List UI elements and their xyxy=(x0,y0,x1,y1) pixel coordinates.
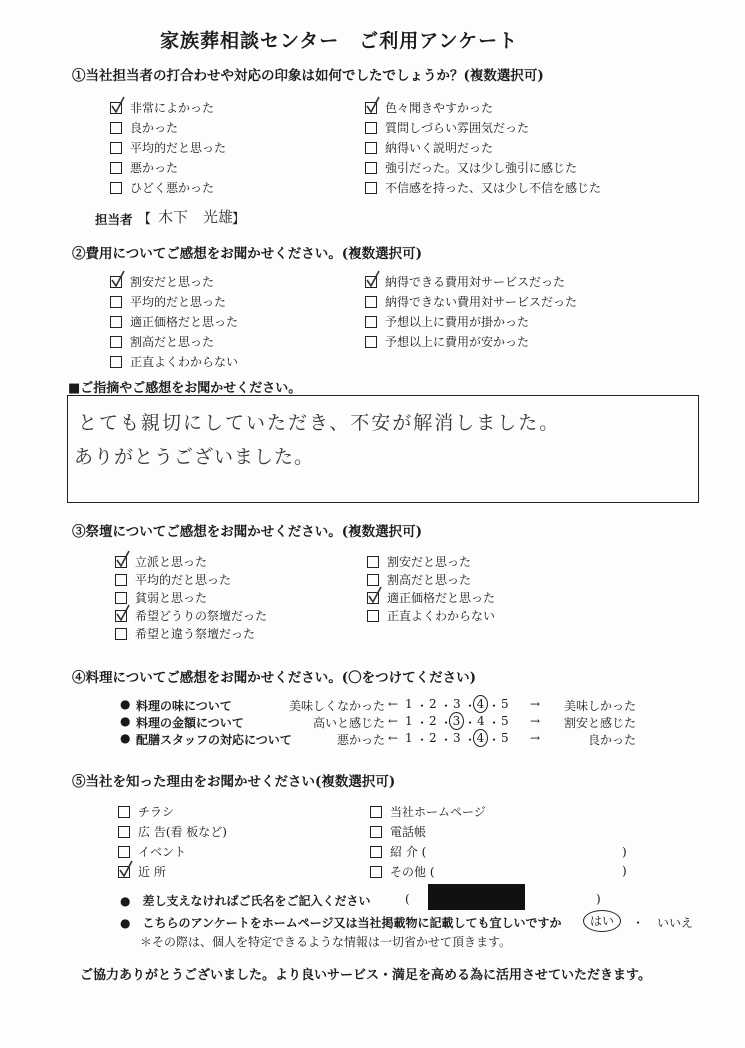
checkbox-option[interactable] xyxy=(118,823,227,840)
checkbox-option[interactable] xyxy=(365,293,577,310)
option-label: 色々聞きやすかった xyxy=(385,101,494,115)
checkbox-option[interactable] xyxy=(110,159,178,176)
option-label: 納得いく説明だった xyxy=(385,141,494,155)
rating-arrow-right: → xyxy=(530,731,541,745)
question-1-label: ①当社担当者の打合わせや対応の印象は如何でしたでしょうか？(複数選択可) xyxy=(72,68,544,84)
rating-selected-circle[interactable]: 4 xyxy=(473,729,488,747)
option-label: 予想以上に費用が掛かった xyxy=(385,315,530,329)
rating-arrow-right: → xyxy=(530,697,541,711)
checkbox-option[interactable] xyxy=(110,353,238,370)
rating-dot: ・ xyxy=(416,716,429,730)
checkbox-option[interactable] xyxy=(118,803,174,820)
checkbox-icon[interactable] xyxy=(110,122,122,134)
staff-name: 木下 光雄 xyxy=(158,208,234,226)
checkbox-icon[interactable] xyxy=(115,628,127,640)
rating-item-label: 料理の味について xyxy=(136,699,232,713)
checkbox-icon[interactable] xyxy=(110,182,122,194)
rating-item-label: 配膳スタッフの対応について xyxy=(136,733,292,747)
checkbox-option[interactable] xyxy=(365,139,493,156)
rating-dot: ・ xyxy=(440,733,453,747)
option-label: 希望どうりの祭壇だった xyxy=(135,609,268,623)
thanks-message: ご協力ありがとうございました。より良いサービス・満足を高める為に活用させていただきます。 xyxy=(80,968,651,983)
checkmark-icon xyxy=(109,269,127,289)
checkbox-icon[interactable] xyxy=(110,142,122,154)
checkbox-option[interactable] xyxy=(365,159,577,176)
rating-dot: ・ xyxy=(440,716,453,730)
option-label: 紹 介 ( xyxy=(390,845,427,859)
rating-number-2[interactable]: 2 xyxy=(429,714,437,728)
rating-dot: ・ xyxy=(464,699,477,713)
survey-title: 家族葬相談センター ご利用アンケート xyxy=(160,30,519,52)
checkbox-option[interactable] xyxy=(110,139,226,156)
option-label: 不信感を持った、又は少し不信を感じた xyxy=(385,181,602,195)
option-label: 非常によかった xyxy=(130,101,215,115)
checkbox-option[interactable] xyxy=(118,843,186,860)
staff-label: 担当者 xyxy=(95,212,133,227)
option-label: 平均的だと思った xyxy=(130,295,227,309)
rating-number-1[interactable]: 1 xyxy=(405,731,413,745)
checkbox-icon[interactable] xyxy=(365,122,377,134)
redacted-name xyxy=(428,884,525,910)
checkbox-icon[interactable] xyxy=(365,296,377,308)
rating-selected-circle[interactable]: 4 xyxy=(473,695,488,713)
checkbox-icon[interactable] xyxy=(370,866,382,878)
option-label: 適正価格だと思った xyxy=(130,315,239,329)
option-label: 電話帳 xyxy=(390,825,427,839)
checkbox-icon[interactable] xyxy=(110,336,122,348)
checkmark-icon xyxy=(114,549,132,569)
checkbox-option[interactable] xyxy=(115,553,207,570)
checkbox-option[interactable] xyxy=(367,607,495,624)
rating-low-label: 美味しくなかった xyxy=(288,699,385,713)
checkbox-icon[interactable] xyxy=(370,806,382,818)
rating-number-1[interactable]: 1 xyxy=(405,697,413,711)
checkbox-option[interactable] xyxy=(367,553,471,570)
publish-yes-option[interactable]: はい xyxy=(583,910,621,932)
name-prompt: ● 差し支えなければご氏名をご記入ください xyxy=(120,894,371,908)
rating-number-3[interactable]: 3 xyxy=(453,697,461,711)
option-label: 割安だと思った xyxy=(130,275,215,289)
rating-dot: ・ xyxy=(488,716,501,730)
rating-arrow-left: ← xyxy=(388,731,399,745)
checkmark-icon xyxy=(109,95,127,115)
checkbox-option[interactable] xyxy=(110,333,214,350)
checked-box-icon[interactable] xyxy=(365,276,377,288)
rating-number-5[interactable]: 5 xyxy=(501,714,509,728)
question-2-label: ②費用についてご感想をお聞かせください。(複数選択可) xyxy=(72,246,423,262)
comments-line-1: とても親切にしていただき、不安が解消しました。 xyxy=(78,412,561,434)
checkbox-option[interactable] xyxy=(370,843,426,860)
question-5-label: ⑤当社を知った理由をお聞かせください(複数選択可) xyxy=(72,774,396,790)
rating-high-label: 良かった xyxy=(587,733,636,747)
rating-number-4[interactable]: 4 xyxy=(477,714,485,728)
comments-line-2: ありがとうございました。 xyxy=(74,446,315,468)
checkbox-icon[interactable] xyxy=(365,142,377,154)
rating-dot: ・ xyxy=(440,699,453,713)
rating-item-label: 料理の金額について xyxy=(136,716,244,730)
rating-bullet: ● xyxy=(120,731,131,745)
option-label: ひどく悪かった xyxy=(130,181,215,195)
checkbox-option[interactable] xyxy=(118,863,166,880)
rating-dot: ・ xyxy=(416,733,429,747)
rating-high-label: 割安と感じた xyxy=(563,716,636,730)
checkbox-option[interactable] xyxy=(110,99,214,116)
rating-high-label: 美味しかった xyxy=(563,699,636,713)
checkbox-option[interactable] xyxy=(110,119,178,136)
option-label: イベント xyxy=(138,845,187,859)
other-close-paren: ) xyxy=(622,864,627,878)
rating-low-label: 悪かった xyxy=(336,733,385,747)
option-label: 近 所 xyxy=(138,865,166,879)
checkbox-icon[interactable] xyxy=(365,316,377,328)
option-label: 割高だと思った xyxy=(387,573,472,587)
rating-dot: ・ xyxy=(488,733,501,747)
rating-low-label: 高いと感じた xyxy=(312,716,385,730)
checkbox-option[interactable] xyxy=(370,863,435,880)
checkmark-icon xyxy=(364,95,382,115)
option-label: 正直よくわからない xyxy=(130,355,239,369)
checkbox-icon[interactable] xyxy=(110,316,122,328)
checkbox-icon[interactable] xyxy=(115,574,127,586)
checked-box-icon[interactable] xyxy=(115,556,127,568)
option-label: その他 ( xyxy=(390,865,435,879)
question-4-label: ④料理についてご感想をお聞かせください。(〇をつけてください) xyxy=(72,670,477,686)
checkbox-option[interactable] xyxy=(367,589,495,606)
option-label: チラシ xyxy=(138,805,175,819)
rating-number-2[interactable]: 2 xyxy=(429,731,437,745)
rating-number-2[interactable]: 2 xyxy=(429,697,437,711)
rating-arrow-left: ← xyxy=(388,714,399,728)
option-label: 納得できない費用対サービスだった xyxy=(385,295,578,309)
staff-bracket-close: 】 xyxy=(232,212,246,227)
privacy-note: ＊その際は、個人を特定できるような情報は一切省かせて頂きます。 xyxy=(140,935,512,949)
option-label: 納得できる費用対サービスだった xyxy=(385,275,566,289)
checkbox-option[interactable] xyxy=(115,571,231,588)
checkbox-icon[interactable] xyxy=(365,162,377,174)
publish-prompt: ● こちらのアンケートをホームページ又は当社掲載物に記載しても宜しいですか xyxy=(120,916,562,930)
option-label: 割安だと思った xyxy=(387,555,472,569)
option-label: 良かった xyxy=(130,121,179,135)
rating-dot: ・ xyxy=(464,716,477,730)
checkbox-option[interactable] xyxy=(365,333,529,350)
option-label: 予想以上に費用が安かった xyxy=(385,335,530,349)
checkbox-option[interactable] xyxy=(365,273,565,290)
option-label: 立派と思った xyxy=(135,555,208,569)
checkbox-option[interactable] xyxy=(115,625,255,642)
rating-selected-circle[interactable]: 3 xyxy=(449,712,464,730)
checkmark-icon xyxy=(364,269,382,289)
option-label: 悪かった xyxy=(130,161,179,175)
checkbox-option[interactable] xyxy=(365,119,529,136)
option-label: 質問しづらい雰囲気だった xyxy=(385,121,530,135)
option-label: 適正価格だと思った xyxy=(387,591,496,605)
checkbox-option[interactable] xyxy=(110,273,214,290)
name-paren-close: ) xyxy=(596,892,601,906)
checked-box-icon[interactable] xyxy=(365,102,377,114)
option-label: 平均的だと思った xyxy=(135,573,232,587)
checkmark-icon xyxy=(366,585,384,605)
option-label: 当社ホームページ xyxy=(390,805,486,819)
checkbox-option[interactable] xyxy=(370,803,486,820)
staff-bracket-open: 【 xyxy=(138,212,152,227)
rating-arrow-left: ← xyxy=(388,697,399,711)
checked-box-icon[interactable] xyxy=(115,610,127,622)
rating-number-5[interactable]: 5 xyxy=(501,731,509,745)
checkbox-icon[interactable] xyxy=(365,336,377,348)
checked-box-icon[interactable] xyxy=(118,866,130,878)
checked-box-icon[interactable] xyxy=(110,102,122,114)
rating-number-3[interactable]: 3 xyxy=(453,731,461,745)
checkbox-option[interactable] xyxy=(110,313,238,330)
checkbox-icon[interactable] xyxy=(110,296,122,308)
option-label: 強引だった。又は少し強引に感じた xyxy=(385,161,578,175)
checkbox-option[interactable] xyxy=(110,293,226,310)
checked-box-icon[interactable] xyxy=(367,592,379,604)
question-3-label: ③祭壇についてご感想をお聞かせください。(複数選択可) xyxy=(72,524,423,540)
checkbox-option[interactable] xyxy=(365,179,601,196)
checkbox-icon[interactable] xyxy=(110,356,122,368)
checkbox-option[interactable] xyxy=(115,607,267,624)
checkbox-option[interactable] xyxy=(110,179,214,196)
option-label: 正直よくわからない xyxy=(387,609,496,623)
rating-arrow-right: → xyxy=(530,714,541,728)
rating-dot: ・ xyxy=(488,699,501,713)
option-label: 割高だと思った xyxy=(130,335,215,349)
name-paren-open: ( xyxy=(405,892,410,906)
rating-number-1[interactable]: 1 xyxy=(405,714,413,728)
checkbox-icon[interactable] xyxy=(118,806,130,818)
referral-close-paren: ) xyxy=(622,845,627,859)
checked-box-icon[interactable] xyxy=(110,276,122,288)
checkbox-icon[interactable] xyxy=(110,162,122,174)
checkbox-icon[interactable] xyxy=(370,826,382,838)
checkbox-option[interactable] xyxy=(370,823,426,840)
rating-bullet: ● xyxy=(120,697,131,711)
option-label: 希望と違う祭壇だった xyxy=(135,627,256,641)
checkbox-option[interactable] xyxy=(365,313,529,330)
publish-separator: ・ xyxy=(632,916,645,930)
rating-dot: ・ xyxy=(416,699,429,713)
rating-dot: ・ xyxy=(464,733,477,747)
checkbox-option[interactable] xyxy=(365,99,493,116)
checkbox-icon[interactable] xyxy=(118,846,130,858)
checkbox-icon[interactable] xyxy=(118,826,130,838)
checkmark-icon xyxy=(114,603,132,623)
rating-number-5[interactable]: 5 xyxy=(501,697,509,711)
option-label: 貧弱と思った xyxy=(135,591,208,605)
option-label: 平均的だと思った xyxy=(130,141,227,155)
checkbox-icon[interactable] xyxy=(370,846,382,858)
comments-box[interactable] xyxy=(67,395,699,503)
comments-label: ■ご指摘やご感想をお聞かせください。 xyxy=(68,381,302,396)
checkbox-icon[interactable] xyxy=(367,610,379,622)
rating-bullet: ● xyxy=(120,714,131,728)
checkbox-icon[interactable] xyxy=(365,182,377,194)
publish-no-option[interactable]: いいえ xyxy=(657,916,694,930)
checkmark-icon xyxy=(117,859,135,879)
checkbox-icon[interactable] xyxy=(367,556,379,568)
option-label: 広 告(看 板など) xyxy=(138,825,227,839)
